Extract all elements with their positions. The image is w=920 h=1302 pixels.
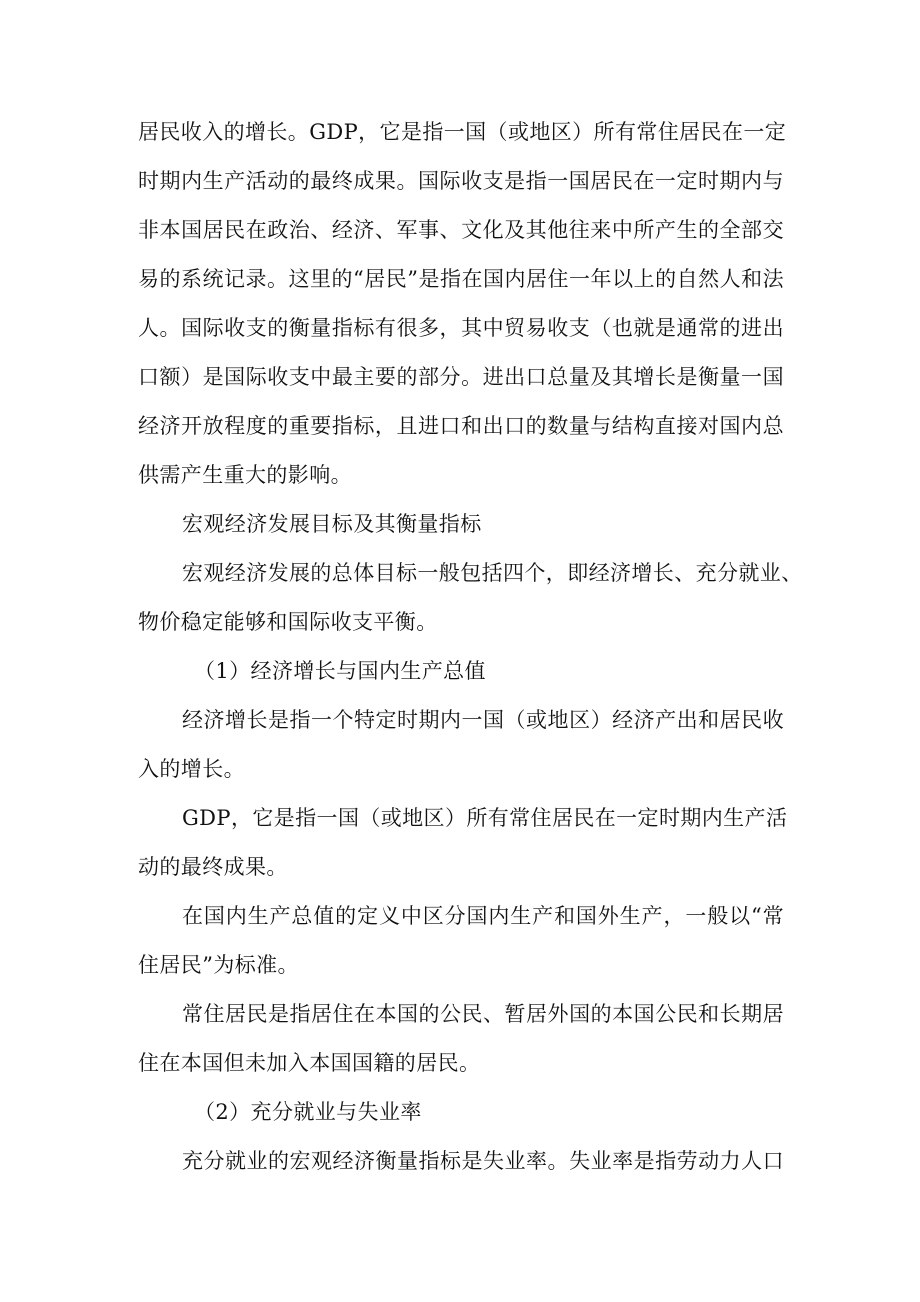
text-line: 人。国际收支的衡量指标有很多，其中贸易收支（也就是通常的进出 <box>138 316 784 340</box>
text-line: 住在本国但未加入本国国籍的居民。 <box>138 1051 481 1075</box>
text-line: GDP，它是指一国（或地区）所有常住居民在一定时期内生产活 <box>182 806 788 830</box>
text-line: 充分就业的宏观经济衡量指标是失业率。失业率是指劳动力人口 <box>182 1149 784 1173</box>
text-line: 时期内生产活动的最终成果。国际收支是指一国居民在一定时期内与 <box>138 169 784 193</box>
subheading-2: （2）充分就业与失业率 <box>194 1100 422 1124</box>
text-line: 非本国居民在政治、经济、军事、文化及其他往来中所产生的全部交 <box>138 218 784 242</box>
text-line: 经济开放程度的重要指标，且进口和出口的数量与结构直接对国内总 <box>138 414 784 438</box>
text-line: 居民收入的增长。GDP，它是指一国（或地区）所有常住居民在一定 <box>138 120 787 144</box>
text-line: 经济增长是指一个特定时期内一国（或地区）经济产出和居民收 <box>182 708 784 732</box>
section-heading: 宏观经济发展目标及其衡量指标 <box>182 512 482 536</box>
text-line: 供需产生重大的影响。 <box>138 463 352 487</box>
text-line: 易的系统记录。这里的“居民”是指在国内居住一年以上的自然人和法 <box>138 267 784 291</box>
text-line: 宏观经济发展的总体目标一般包括四个，即经济增长、充分就业、 <box>182 561 803 585</box>
text-line: 物价稳定能够和国际收支平衡。 <box>138 610 438 634</box>
text-line: 住居民”为标准。 <box>138 953 299 977</box>
subheading-1: （1）经济增长与国内生产总值 <box>194 659 486 683</box>
text-line: 入的增长。 <box>138 757 245 781</box>
text-line: 常住居民是指居住在本国的公民、暂居外国的本国公民和长期居 <box>182 1002 784 1026</box>
text-line: 口额）是国际收支中最主要的部分。进出口总量及其增长是衡量一国 <box>138 365 784 389</box>
text-line: 在国内生产总值的定义中区分国内生产和国外生产，一般以“常 <box>182 904 784 928</box>
text-line: 动的最终成果。 <box>138 855 288 879</box>
